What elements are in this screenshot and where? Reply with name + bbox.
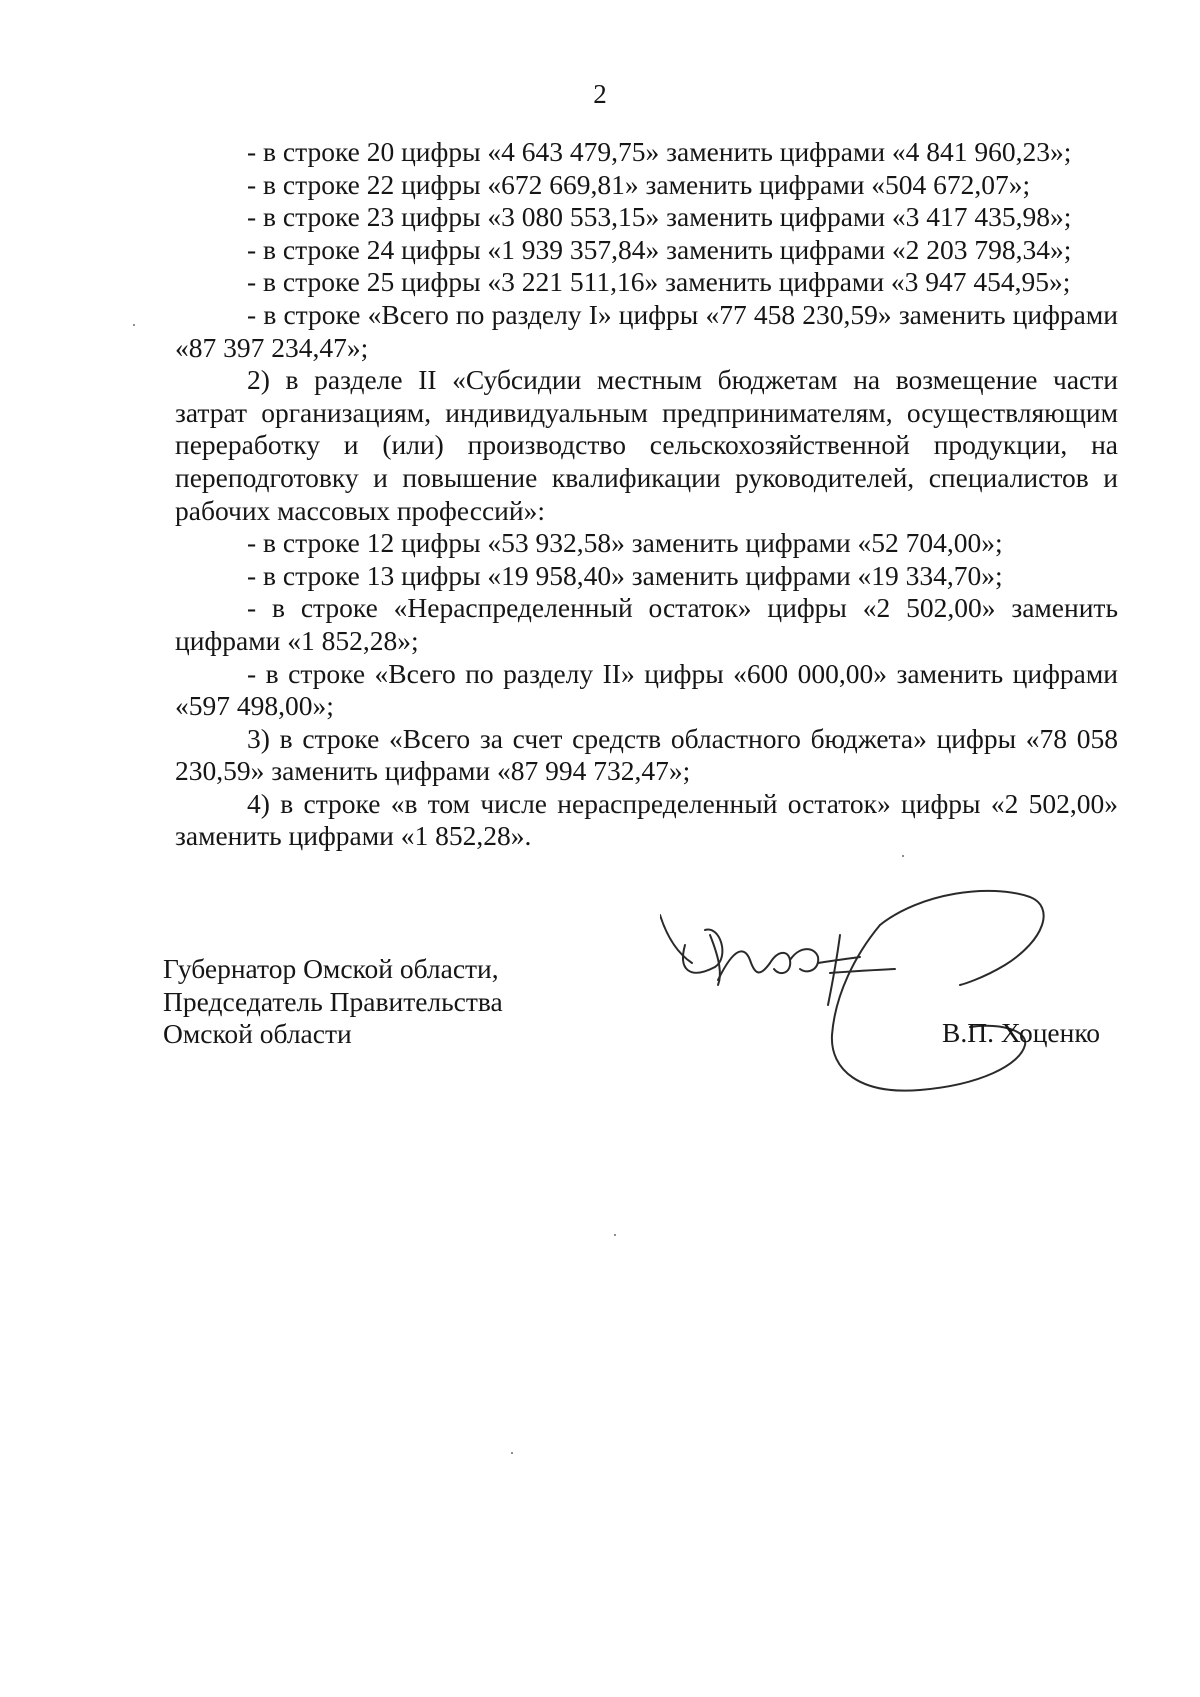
scan-speck [511, 1452, 513, 1454]
paragraph: - в строке «Всего по разделу I» цифры «77 458 230,59» заменить цифрами «87 397 234,47»; [175, 298, 1118, 363]
scan-speck [902, 855, 904, 857]
signatory-title-line: Председатель Правительства [163, 985, 503, 1017]
paragraph: - в строке «Нераспределенный остаток» цифры «2 502,00» заменить цифрами «1 852,28»; [175, 592, 1118, 656]
paragraph: - в строке 20 цифры «4 643 479,75» заменить цифрами «4 841 960,23»; [247, 136, 1072, 167]
signatory-title [163, 953, 503, 1051]
signatory-title-line: Омской области [163, 1018, 352, 1050]
paragraph: - в строке «Всего по разделу II» цифры «600 000,00» заменить цифрами «597 498,00»; [175, 657, 1118, 722]
paragraph: - в строке 23 цифры «3 080 553,15» заменить цифрами «3 417 435,98»; [247, 201, 1072, 233]
signatory-name: В.П. Хоценко [942, 1017, 1101, 1048]
scan-speck [133, 324, 135, 326]
document-body [175, 136, 1118, 853]
scan-speck [614, 1234, 616, 1236]
handwritten-signature [660, 885, 1100, 1095]
paragraph: - в строке 22 цифры «672 669,81» заменить цифрами «504 672,07»; [247, 168, 1031, 200]
paragraph: 3) в строке «Всего за счет средств областного бюджета» цифры «78 058 230,59» заменить цифрами «87 994 732,47»; [175, 722, 1118, 787]
paragraph: 4) в строке «в том числе нераспределенный остаток» цифры «2 502,00» заменить цифрами «1 852,28». [175, 787, 1118, 852]
paragraph: - в строке 13 цифры «19 958,40» заменить цифрами «19 334,70»; [247, 559, 1003, 591]
paragraph: - в строке 12 цифры «53 932,58» заменить цифрами «52 704,00»; [247, 527, 1003, 559]
signatory-title-line: Губернатор Омской области, [163, 953, 499, 984]
paragraph: 2) в разделе II «Субсидии местным бюджетам на возмещение части затрат организациям, индивидуальным предпринимателям, осуществляющим переработку и (или) производство сельскохозяйственной продукции, на переподготовку и повышение квалификации руководителей, специалистов и рабочих массовых профессий»: [175, 364, 1118, 526]
paragraph: - в строке 24 цифры «1 939 357,84» заменить цифрами «2 203 798,34»; [247, 233, 1072, 265]
paragraph: - в строке 25 цифры «3 221 511,16» заменить цифрами «3 947 454,95»; [247, 266, 1071, 298]
page-number: 2 [593, 79, 607, 109]
